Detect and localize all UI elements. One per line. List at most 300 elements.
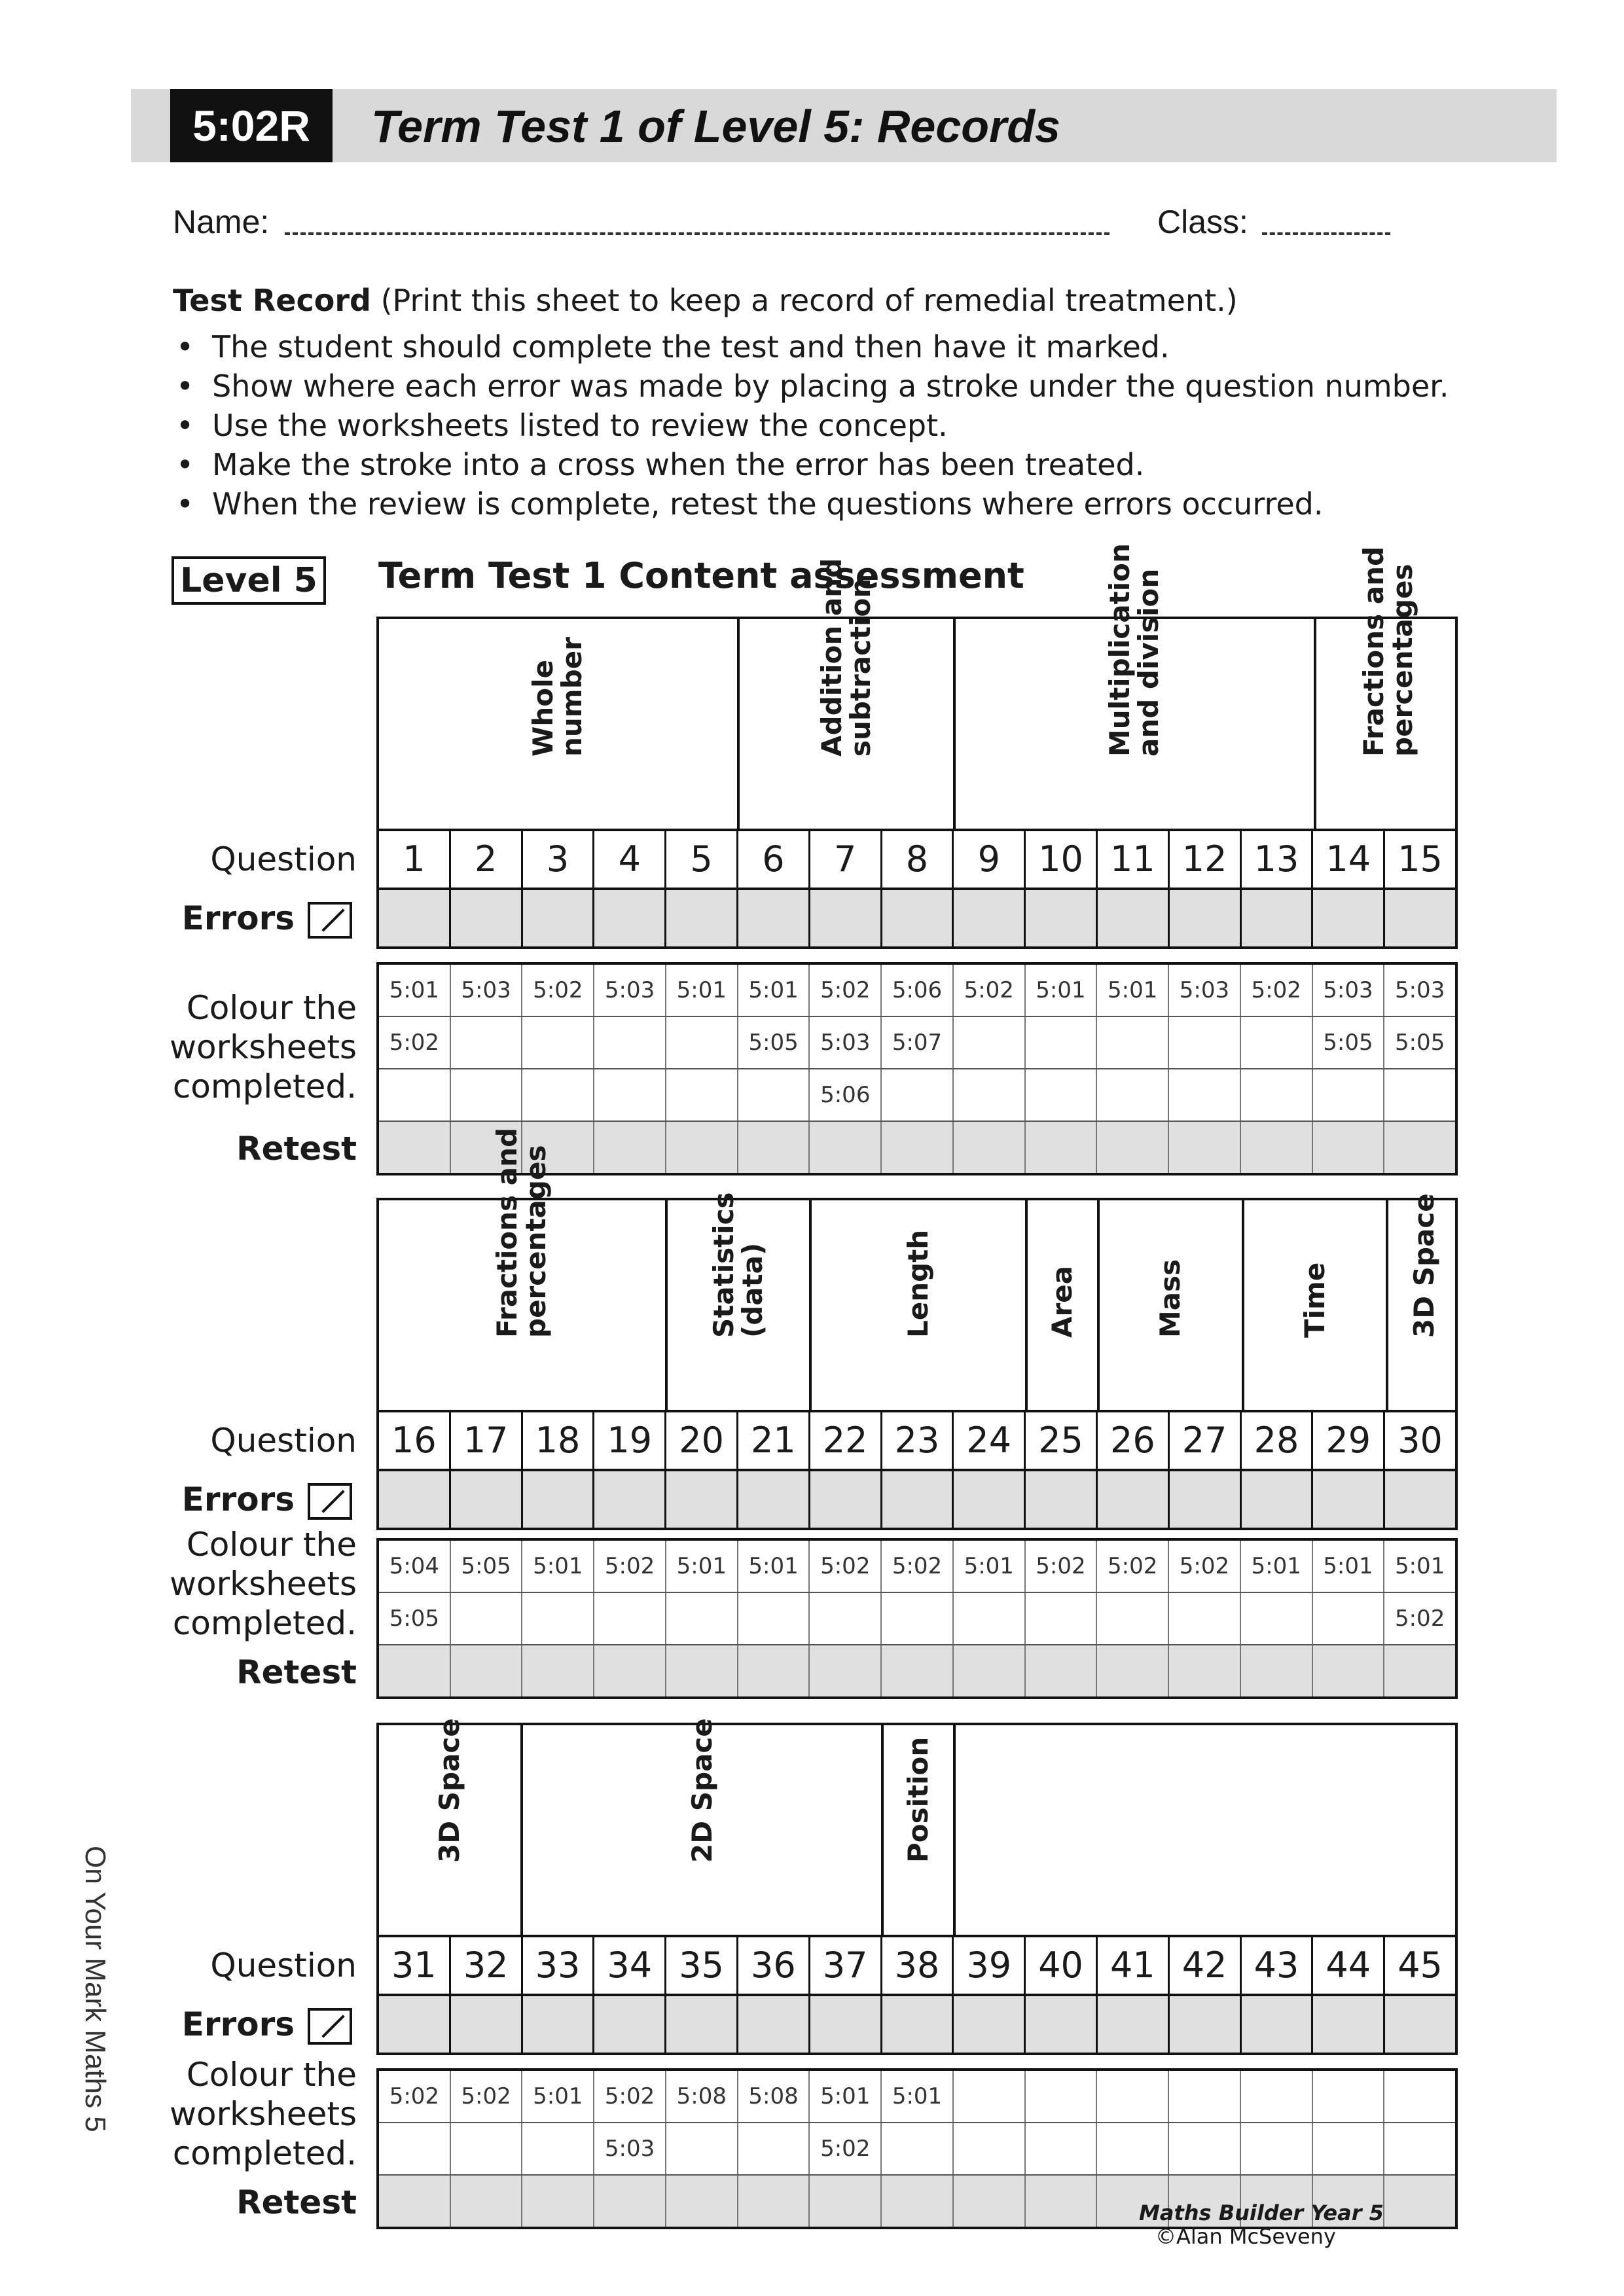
question-number: 40 xyxy=(1026,1937,1098,1994)
instruction-item: • When the review is complete, retest the questions where errors occurred. xyxy=(173,484,1449,524)
colour-instruction-line: completed. xyxy=(172,1604,357,1642)
worksheet-cell[interactable] xyxy=(522,2123,594,2174)
error-cell[interactable] xyxy=(738,1471,810,1528)
question-number: 45 xyxy=(1398,1945,1443,1986)
worksheet-cell[interactable] xyxy=(666,2123,738,2174)
page-title: Term Test 1 of Level 5: Records xyxy=(371,101,1060,152)
worksheet-cell[interactable] xyxy=(522,1593,594,1644)
worksheet-cell[interactable]: 5:01 xyxy=(1026,965,1098,1016)
category-header xyxy=(523,1718,884,1935)
worksheet-cell[interactable]: 5:01 xyxy=(1241,1541,1313,1592)
question-number: 38 xyxy=(882,1937,954,1994)
worksheet-cell[interactable] xyxy=(1241,1017,1313,1068)
worksheet-cell[interactable] xyxy=(1026,2123,1098,2174)
category-header xyxy=(740,558,956,829)
question-number: 25 xyxy=(1026,1412,1098,1469)
category-label xyxy=(1141,1141,1200,1338)
worksheet-cell[interactable]: 5:02 xyxy=(1169,1541,1241,1592)
colour-instruction xyxy=(95,2055,357,2173)
question-number: 37 xyxy=(810,1937,882,1994)
question-number: 4 xyxy=(594,831,666,888)
retest-cell[interactable] xyxy=(1384,2176,1455,2227)
worksheet-cell[interactable]: 5:02 xyxy=(810,2123,882,2174)
question-number: 39 xyxy=(954,1937,1026,1994)
worksheet-cell[interactable]: 5:02 xyxy=(522,965,594,1016)
worksheet-cell[interactable]: 5:03 xyxy=(451,965,523,1016)
question-number: 3 xyxy=(523,831,595,888)
category-label xyxy=(528,560,587,757)
category-header xyxy=(1388,1193,1460,1410)
level-badge: Level 5 xyxy=(171,556,326,605)
worksheet-cell[interactable]: 5:06 xyxy=(810,1069,882,1121)
name-label: Name: xyxy=(173,204,270,240)
question-number: 32 xyxy=(451,1937,523,1994)
worksheet-cell[interactable]: 5:02 xyxy=(594,2071,666,2122)
retest-label: Retest xyxy=(236,2183,357,2221)
instruction-list xyxy=(173,327,1449,524)
worksheet-cell[interactable] xyxy=(954,1017,1026,1068)
category-header xyxy=(379,619,740,829)
error-cell[interactable] xyxy=(810,1996,882,2053)
retest-cell[interactable] xyxy=(1384,1645,1455,1696)
worksheet-cell[interactable] xyxy=(594,1593,666,1644)
worksheet-cell[interactable]: 5:02 xyxy=(1097,1541,1169,1592)
colour-instruction-line: completed. xyxy=(172,2134,357,2172)
question-number: 44 xyxy=(1313,1937,1385,1994)
error-cell[interactable] xyxy=(954,1996,1026,2053)
worksheet-cell[interactable] xyxy=(738,1593,810,1644)
error-cell[interactable] xyxy=(1098,1996,1170,2053)
question-number: 24 xyxy=(954,1412,1026,1469)
error-cell[interactable] xyxy=(1313,1996,1385,2053)
worksheet-cell[interactable] xyxy=(1169,2123,1241,2174)
colour-instruction-line: worksheets xyxy=(170,2095,357,2133)
worksheet-cell[interactable] xyxy=(451,1069,523,1121)
error-cell[interactable] xyxy=(1242,1996,1314,2053)
worksheet-cell[interactable]: 5:03 xyxy=(810,1017,882,1068)
question-number: 10 xyxy=(1026,831,1098,888)
worksheet-cell[interactable]: 5:03 xyxy=(1313,965,1385,1016)
question-number: 5 xyxy=(666,831,738,888)
stroke-icon xyxy=(308,902,352,939)
error-cell[interactable] xyxy=(1026,890,1098,946)
worksheet-cell[interactable] xyxy=(1097,2071,1169,2122)
colour-instruction xyxy=(95,988,357,1106)
worksheet-cell[interactable]: 5:02 xyxy=(379,2071,451,2122)
worksheet-cell[interactable]: 5:02 xyxy=(882,1541,954,1592)
question-number: 17 xyxy=(451,1412,523,1469)
test-record-note xyxy=(173,283,1238,318)
retest-cell[interactable] xyxy=(594,2176,666,2227)
error-cell[interactable] xyxy=(1385,890,1455,946)
worksheet-cell[interactable] xyxy=(666,1069,738,1121)
worksheet-cell[interactable]: 5:05 xyxy=(738,1017,810,1068)
error-cell[interactable] xyxy=(1098,1471,1170,1528)
question-number: 23 xyxy=(882,1412,954,1469)
worksheet-cell[interactable] xyxy=(594,1017,666,1068)
category-label-line: Time xyxy=(1298,1262,1331,1338)
error-cell[interactable] xyxy=(882,1471,954,1528)
question-number: 42 xyxy=(1170,1937,1242,1994)
colour-instruction-line: Colour the xyxy=(186,2056,357,2094)
worksheet-cell[interactable]: 5:01 xyxy=(810,2071,882,2122)
worksheet-cell[interactable]: 5:04 xyxy=(379,1541,451,1592)
stroke-icon xyxy=(308,1483,352,1520)
worksheet-cell[interactable] xyxy=(451,1017,523,1068)
worksheet-cell[interactable]: 5:02 xyxy=(451,2071,523,2122)
question-number: 11 xyxy=(1098,831,1170,888)
table-gap xyxy=(376,2055,1458,2068)
question-number: 18 xyxy=(523,1412,595,1469)
error-cell[interactable] xyxy=(451,890,523,946)
retest-cell[interactable] xyxy=(810,1122,882,1173)
category-label-line: percentages xyxy=(1386,564,1418,757)
retest-cell[interactable] xyxy=(810,2176,882,2227)
error-cell[interactable] xyxy=(523,890,595,946)
worksheet-cell[interactable]: 5:01 xyxy=(1313,1541,1385,1592)
worksheet-cell[interactable] xyxy=(810,1593,882,1644)
retest-cell[interactable] xyxy=(379,2176,451,2227)
category-label xyxy=(1286,1141,1344,1338)
question-row xyxy=(376,831,1458,890)
category-label-line: Mass xyxy=(1154,1259,1187,1338)
worksheet-cell[interactable]: 5:02 xyxy=(1241,965,1313,1016)
category-label xyxy=(1357,546,1418,757)
error-cell[interactable] xyxy=(523,1471,595,1528)
question-row xyxy=(376,1412,1458,1471)
worksheet-cell[interactable]: 5:01 xyxy=(882,2071,954,2122)
worksheet-cell[interactable]: 5:05 xyxy=(1394,1030,1445,1056)
worksheet-cell[interactable]: 5:05 xyxy=(1313,1017,1385,1068)
retest-cell[interactable] xyxy=(882,2176,954,2227)
worksheet-cell[interactable] xyxy=(522,1017,594,1068)
error-cell[interactable] xyxy=(810,1471,882,1528)
category-label-line: 3D Space xyxy=(433,1718,466,1863)
retest-cell[interactable] xyxy=(954,2176,1026,2227)
worksheet-cell[interactable]: 5:01 xyxy=(379,965,451,1016)
error-cell[interactable] xyxy=(1385,1996,1455,2053)
category-header xyxy=(884,1725,956,1935)
retest-cell[interactable] xyxy=(522,1645,594,1696)
worksheet-cell[interactable]: 5:03 xyxy=(1394,977,1445,1003)
question-number: 7 xyxy=(810,831,882,888)
worksheet-cell[interactable] xyxy=(954,2071,1026,2122)
worksheet-cell[interactable] xyxy=(1384,1069,1455,1121)
retest-cell[interactable] xyxy=(738,2176,810,2227)
retest-cell[interactable] xyxy=(1169,1645,1241,1696)
category-header xyxy=(379,1127,668,1410)
worksheet-cell[interactable]: 5:01 xyxy=(1394,1553,1445,1579)
footer-book: Maths Builder Year 5 xyxy=(1139,2200,1384,2225)
category-label xyxy=(1395,1141,1454,1338)
question-number: 22 xyxy=(810,1412,882,1469)
error-cell[interactable] xyxy=(882,890,954,946)
category-header xyxy=(1316,546,1460,829)
error-cell[interactable] xyxy=(594,1471,666,1528)
worksheet-cell[interactable]: 5:02 xyxy=(379,1017,451,1068)
category-header xyxy=(1100,1200,1244,1410)
error-cell[interactable] xyxy=(954,890,1026,946)
category-label-line: Multiplication xyxy=(1104,543,1136,757)
assessment-table xyxy=(376,1718,1458,2229)
sheet-code: 5:02R xyxy=(170,89,333,162)
error-cell[interactable] xyxy=(666,890,738,946)
retest-cell[interactable] xyxy=(810,1645,882,1696)
question-number: 31 xyxy=(379,1937,451,1994)
table-gap xyxy=(376,949,1458,962)
category-label xyxy=(1033,1141,1092,1338)
retest-label: Retest xyxy=(236,1130,357,1168)
retest-cell[interactable] xyxy=(738,1645,810,1696)
worksheet-cell[interactable]: 5:03 xyxy=(594,2123,666,2174)
worksheet-cell[interactable] xyxy=(1241,2123,1313,2174)
worksheet-row xyxy=(379,965,1455,1017)
error-cell[interactable] xyxy=(1242,1471,1314,1528)
worksheet-cell[interactable] xyxy=(954,1069,1026,1121)
category-label-line: subtraction xyxy=(844,578,876,757)
question-number: 2 xyxy=(451,831,523,888)
errors-label: Errors xyxy=(181,899,295,937)
error-cell[interactable] xyxy=(954,1471,1026,1528)
error-cell[interactable] xyxy=(594,1996,666,2053)
worksheet-row xyxy=(379,2071,1455,2123)
question-label: Question xyxy=(210,1422,357,1460)
error-cell[interactable] xyxy=(451,1996,523,2053)
worksheet-cell[interactable] xyxy=(1097,1069,1169,1121)
worksheet-cell[interactable]: 5:08 xyxy=(666,2071,738,2122)
error-cell[interactable] xyxy=(738,890,810,946)
retest-cell[interactable] xyxy=(1026,1645,1098,1696)
retest-label: Retest xyxy=(236,1653,357,1691)
worksheet-cell[interactable]: 5:02 xyxy=(810,1541,882,1592)
worksheet-cell[interactable] xyxy=(1169,2071,1241,2122)
class-field[interactable] xyxy=(1262,232,1390,235)
category-label xyxy=(491,1127,552,1338)
category-label xyxy=(817,560,876,757)
error-cell[interactable] xyxy=(1170,1996,1242,2053)
category-label xyxy=(673,1666,732,1863)
question-number: 6 xyxy=(738,831,810,888)
category-header xyxy=(956,543,1316,829)
error-cell[interactable] xyxy=(523,1996,595,2053)
worksheet-row xyxy=(379,1017,1455,1069)
worksheet-cell[interactable] xyxy=(882,1593,954,1644)
worksheet-cell[interactable] xyxy=(954,1593,1026,1644)
worksheet-cell[interactable]: 5:02 xyxy=(810,965,882,1016)
retest-cell[interactable] xyxy=(1097,1645,1169,1696)
category-label xyxy=(889,1666,948,1863)
retest-cell[interactable] xyxy=(522,2176,594,2227)
error-cell[interactable] xyxy=(379,890,451,946)
worksheet-cell[interactable]: 5:01 xyxy=(738,1541,810,1592)
worksheet-cell[interactable] xyxy=(1097,1017,1169,1068)
retest-cell[interactable] xyxy=(594,1645,666,1696)
worksheet-cell[interactable]: 5:01 xyxy=(666,1541,738,1592)
error-cell[interactable] xyxy=(882,1996,954,2053)
worksheet-cell[interactable] xyxy=(1384,2071,1455,2122)
worksheet-cell[interactable]: 5:01 xyxy=(522,2071,594,2122)
error-cell[interactable] xyxy=(1313,1471,1385,1528)
error-cell[interactable] xyxy=(810,890,882,946)
worksheet-cell[interactable] xyxy=(954,2123,1026,2174)
worksheet-cell[interactable] xyxy=(1241,1069,1313,1121)
category-label-line: Fractions and xyxy=(1357,546,1390,757)
worksheet-cell[interactable]: 5:01 xyxy=(738,965,810,1016)
category-header xyxy=(668,1192,812,1410)
question-number: 43 xyxy=(1242,1937,1314,1994)
worksheet-cell[interactable]: 5:03 xyxy=(1169,965,1241,1016)
worksheet-cell[interactable]: 5:01 xyxy=(522,1541,594,1592)
category-label-line: 2D Space xyxy=(685,1718,718,1863)
category-label-line: (data) xyxy=(736,1242,768,1338)
error-cell[interactable] xyxy=(379,1471,451,1528)
retest-cell[interactable] xyxy=(594,1122,666,1173)
colour-instruction-line: worksheets xyxy=(170,1028,357,1066)
category-header xyxy=(379,1718,523,1935)
worksheet-cell[interactable] xyxy=(522,1069,594,1121)
errors-label: Errors xyxy=(181,2005,295,2043)
retest-cell[interactable] xyxy=(954,1645,1026,1696)
worksheet-cell[interactable] xyxy=(1313,1593,1385,1644)
worksheet-cell[interactable] xyxy=(1026,1069,1098,1121)
worksheet-cell[interactable] xyxy=(451,1593,523,1644)
error-cell[interactable] xyxy=(1313,890,1385,946)
question-number: 27 xyxy=(1170,1412,1242,1469)
colour-instruction xyxy=(95,1525,357,1643)
question-number: 36 xyxy=(738,1937,810,1994)
question-number: 35 xyxy=(666,1937,738,1994)
worksheet-cell[interactable]: 5:05 xyxy=(379,1593,451,1644)
error-cell[interactable] xyxy=(666,1996,738,2053)
worksheet-cell[interactable] xyxy=(1241,1593,1313,1644)
worksheet-cell[interactable] xyxy=(1313,2123,1385,2174)
worksheet-cell[interactable] xyxy=(882,2123,954,2174)
retest-cell[interactable] xyxy=(954,1122,1026,1173)
errors-label: Errors xyxy=(181,1480,295,1518)
worksheet-cell[interactable] xyxy=(1169,1017,1241,1068)
worksheet-cell[interactable]: 5:07 xyxy=(882,1017,954,1068)
error-cell[interactable] xyxy=(1170,890,1242,946)
worksheet-cell[interactable]: 5:01 xyxy=(666,965,738,1016)
error-cell[interactable] xyxy=(1026,1471,1098,1528)
worksheet-cell[interactable] xyxy=(379,1069,451,1121)
category-header-row xyxy=(376,1127,1458,1412)
question-number: 1 xyxy=(379,831,451,888)
worksheet-cell[interactable]: 5:01 xyxy=(1097,965,1169,1016)
worksheet-cell[interactable]: 5:02 xyxy=(1394,1605,1445,1632)
worksheet-cell[interactable] xyxy=(379,2123,451,2174)
question-row xyxy=(376,1937,1458,1996)
worksheet-cell[interactable] xyxy=(1313,2071,1385,2122)
worksheet-cell[interactable]: 5:01 xyxy=(954,1541,1026,1592)
worksheet-cell[interactable]: 5:05 xyxy=(451,1541,523,1592)
worksheet-cell[interactable] xyxy=(594,1069,666,1121)
worksheet-cell[interactable] xyxy=(738,2123,810,2174)
retest-cell[interactable] xyxy=(1241,1645,1313,1696)
instruction-item: • Use the worksheets listed to review the concept. xyxy=(173,406,1449,445)
worksheet-cell[interactable]: 5:08 xyxy=(738,2071,810,2122)
error-cell[interactable] xyxy=(1170,1471,1242,1528)
worksheet-cell[interactable] xyxy=(1241,2071,1313,2122)
error-cell[interactable] xyxy=(451,1471,523,1528)
question-number: 12 xyxy=(1170,831,1242,888)
category-label-line: percentages xyxy=(520,1145,552,1338)
worksheet-cell[interactable]: 5:06 xyxy=(882,965,954,1016)
worksheet-cell[interactable] xyxy=(1169,1593,1241,1644)
worksheet-cell[interactable] xyxy=(451,2123,523,2174)
error-cell[interactable] xyxy=(1242,890,1314,946)
section-title: Term Test 1 Content assessment xyxy=(378,555,1024,596)
question-number: 15 xyxy=(1398,838,1443,880)
class-label: Class: xyxy=(1157,204,1248,240)
worksheet-cell[interactable] xyxy=(1097,1593,1169,1644)
worksheet-row xyxy=(379,2123,1455,2176)
instruction-item: • Show where each error was made by placing a stroke under the question number. xyxy=(173,367,1449,406)
retest-cell[interactable] xyxy=(379,1122,451,1173)
worksheet-cell[interactable] xyxy=(1313,1069,1385,1121)
worksheet-cell[interactable]: 5:03 xyxy=(594,965,666,1016)
retest-cell[interactable] xyxy=(1026,2176,1098,2227)
error-cell[interactable] xyxy=(1385,1471,1455,1528)
colour-instruction-line: Colour the xyxy=(186,989,357,1027)
category-label-line: Length xyxy=(901,1229,934,1338)
error-cell[interactable] xyxy=(1026,1996,1098,2053)
retest-cell[interactable] xyxy=(1313,1645,1385,1696)
colour-instruction-line: worksheets xyxy=(170,1565,357,1603)
retest-cell[interactable] xyxy=(666,2176,738,2227)
error-cell[interactable] xyxy=(666,1471,738,1528)
category-label-line: and division xyxy=(1132,568,1165,757)
retest-cell[interactable] xyxy=(451,2176,523,2227)
worksheet-cell[interactable] xyxy=(1026,2071,1098,2122)
category-label xyxy=(889,1141,948,1338)
worksheet-cell[interactable] xyxy=(666,1017,738,1068)
worksheet-cell[interactable]: 5:02 xyxy=(594,1541,666,1592)
worksheet-cell[interactable] xyxy=(1026,1017,1098,1068)
table-gap xyxy=(376,1530,1458,1538)
question-number: 30 xyxy=(1398,1420,1443,1461)
worksheet-cell[interactable] xyxy=(738,1069,810,1121)
category-header xyxy=(812,1200,1028,1410)
footer-copyright: ©Alan McSeveny xyxy=(1155,2224,1336,2249)
errors-row xyxy=(376,890,1458,949)
worksheet-cell[interactable] xyxy=(666,1593,738,1644)
errors-row xyxy=(376,1996,1458,2055)
worksheet-cell[interactable] xyxy=(1026,1593,1098,1644)
category-label-line: Position xyxy=(901,1736,934,1863)
category-label-line: Addition and xyxy=(815,558,848,757)
error-cell[interactable] xyxy=(738,1996,810,2053)
worksheet-cell[interactable] xyxy=(1384,2123,1455,2174)
stroke-icon xyxy=(308,2008,352,2045)
question-number: 28 xyxy=(1242,1412,1314,1469)
worksheet-cell[interactable] xyxy=(1097,2123,1169,2174)
category-label-line: number xyxy=(556,637,588,757)
worksheet-cell[interactable]: 5:02 xyxy=(1026,1541,1098,1592)
name-field[interactable] xyxy=(285,232,1110,235)
worksheet-cell[interactable] xyxy=(1169,1069,1241,1121)
question-number: 13 xyxy=(1242,831,1314,888)
worksheet-cell[interactable] xyxy=(882,1069,954,1121)
question-label: Question xyxy=(210,840,357,878)
worksheet-cell[interactable]: 5:02 xyxy=(954,965,1026,1016)
error-cell[interactable] xyxy=(379,1996,451,2053)
question-number: 19 xyxy=(594,1412,666,1469)
error-cell[interactable] xyxy=(594,890,666,946)
error-cell[interactable] xyxy=(1098,890,1170,946)
test-record-label: Test Record xyxy=(173,283,371,318)
category-header xyxy=(1028,1200,1100,1410)
